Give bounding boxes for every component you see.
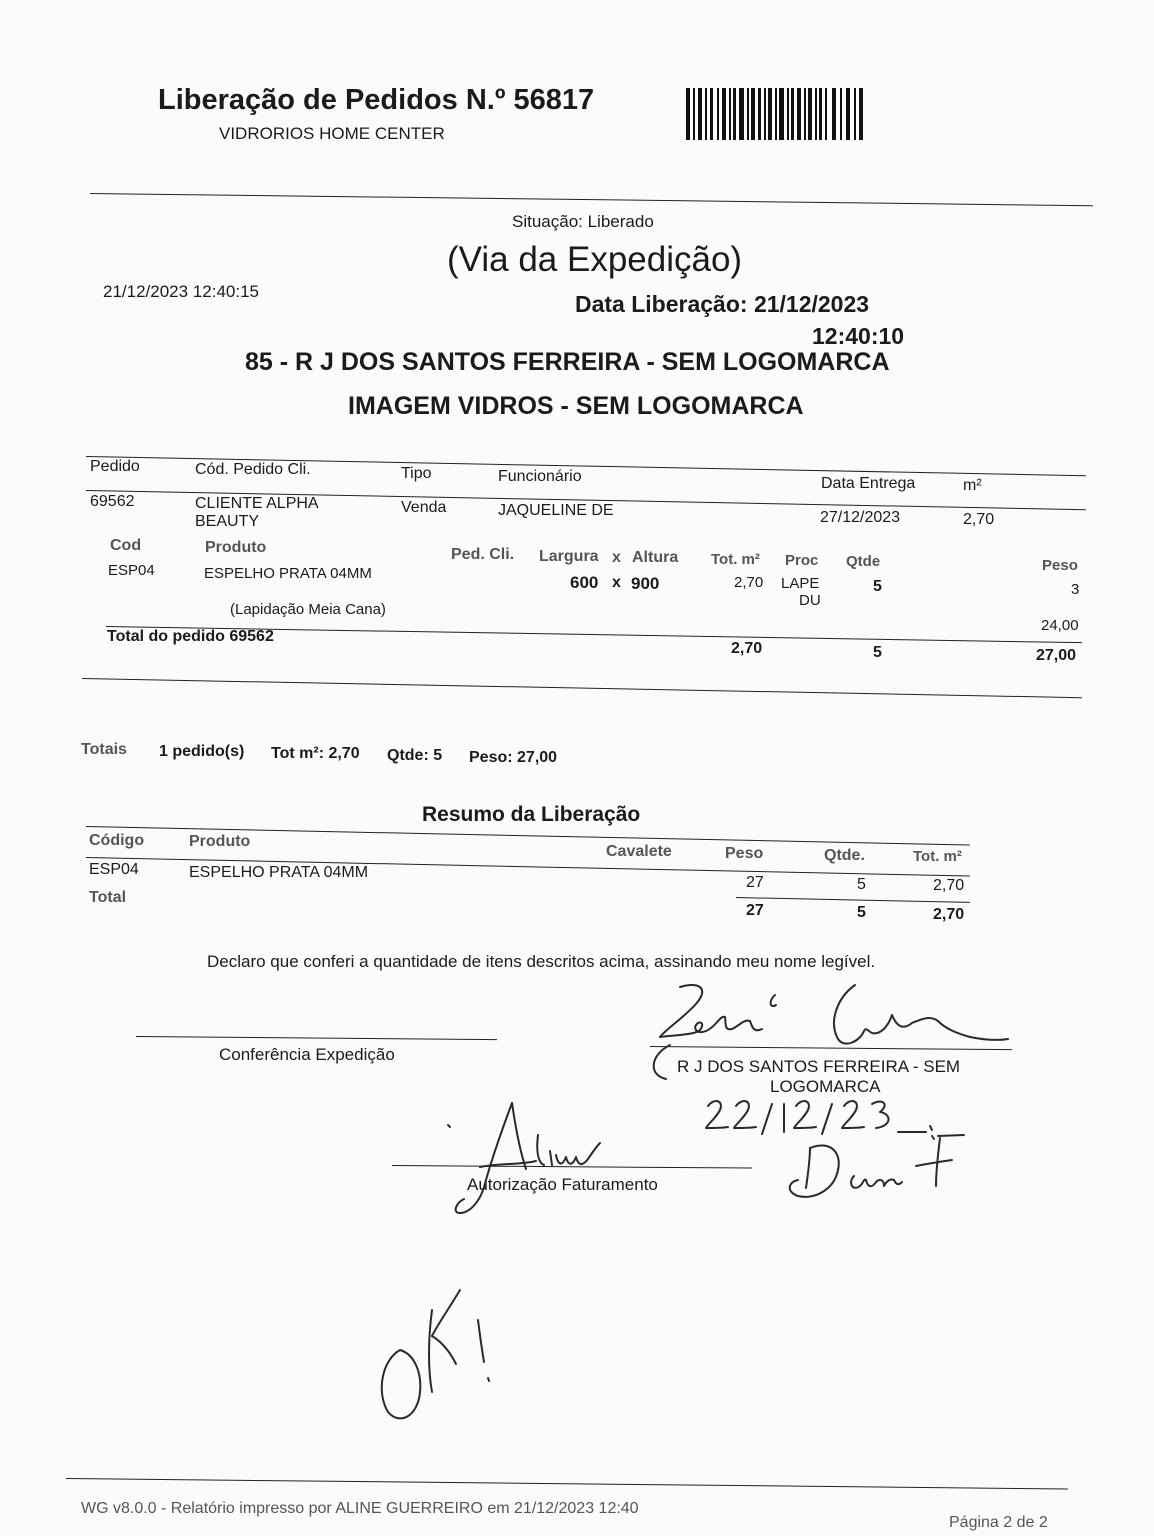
client-order-code-line2: BEAUTY: [195, 513, 260, 530]
summary-header-tot-m2: Tot. m²: [913, 848, 962, 865]
summary-total-label: Total: [89, 889, 127, 906]
header-divider: [90, 193, 1093, 206]
client-handwritten-signature: [640, 975, 1020, 1085]
item-header-x: x: [612, 549, 621, 566]
totals-weight: Peso: 27,00: [469, 749, 558, 766]
summary-title: Resumo da Liberação: [422, 803, 641, 826]
item-height: 900: [631, 574, 660, 593]
summary-header-cavalete: Cavalete: [606, 843, 672, 860]
report-title: Liberação de Pedidos N.º 56817: [158, 84, 595, 116]
item-tot-m2: 2,70: [734, 574, 764, 591]
order-type: Venda: [401, 499, 447, 516]
item-header-largura: Largura: [539, 548, 599, 565]
summary-header-peso: Peso: [725, 845, 764, 862]
totals-m2: Tot m²: 2,70: [271, 745, 360, 762]
delivery-date: 27/12/2023: [820, 509, 901, 526]
item-header-ped-cli: Ped. Cli.: [451, 546, 515, 563]
item-note: (Lapidação Meia Cana): [230, 601, 386, 618]
order-table-bottom-rule: [82, 678, 1082, 698]
item-dimension-x: x: [612, 574, 621, 591]
col-header-pedido: Pedido: [90, 458, 140, 475]
summary-header-produto: Produto: [189, 833, 251, 850]
col-header-tipo: Tipo: [401, 465, 432, 482]
summary-weight: 27: [746, 874, 764, 891]
copy-type: (Via da Expedição): [447, 240, 743, 279]
item-qty: 5: [873, 578, 882, 595]
client-name: 85 - R J DOS SANTOS FERREIRA - SEM LOGOMARCA: [245, 348, 890, 376]
item-width: 600: [570, 573, 599, 592]
summary-product: ESPELHO PRATA 04MM: [189, 864, 369, 881]
summary-total-weight: 27: [746, 902, 764, 919]
autorizacao-handwritten-signature: [440, 1095, 640, 1220]
order-m2: 2,70: [963, 511, 995, 528]
summary-total-m2: 2,70: [933, 906, 965, 923]
footer-printed-by: WG v8.0.0 - Relatório impresso por ALINE GUERREIRO em 21/12/2023 12:40: [81, 1500, 639, 1517]
conferencia-signature-line: [136, 1036, 497, 1040]
col-header-data-entrega: Data Entrega: [821, 475, 916, 492]
totals-orders: 1 pedido(s): [159, 743, 245, 760]
employee-name: JAQUELINE DE: [498, 502, 614, 519]
col-header-funcionario: Funcionário: [498, 468, 582, 485]
item-header-qtde: Qtde: [846, 553, 881, 570]
ok-handwritten-mark: [370, 1280, 510, 1430]
conferencia-label: Conferência Expedição: [219, 1045, 395, 1064]
release-time: 12:40:10: [812, 323, 905, 349]
summary-total-rule: [736, 897, 970, 903]
order-total-qty: 5: [873, 644, 882, 661]
autorizacao-label: Autorização Faturamento: [467, 1175, 658, 1194]
item-proc: LAPE: [781, 575, 820, 592]
company-name: VIDRORIOS HOME CENTER: [219, 124, 445, 143]
item-proc-line2: DU: [799, 592, 821, 609]
item-header-altura: Altura: [632, 549, 679, 566]
item-product: ESPELHO PRATA 04MM: [204, 565, 372, 582]
item-header-proc: Proc: [785, 552, 819, 569]
summary-qty: 5: [857, 876, 866, 893]
totals-label: Totais: [81, 741, 127, 758]
summary-code: ESP04: [89, 861, 139, 878]
summary-header-codigo: Código: [89, 832, 145, 849]
status-label: Situação: Liberado: [512, 212, 654, 231]
col-header-cod-pedido-cli: Cód. Pedido Cli.: [195, 461, 311, 478]
summary-tot-m2: 2,70: [933, 877, 965, 894]
item-weight-subtotal: 24,00: [1041, 617, 1079, 634]
order-total-weight: 27,00: [1036, 647, 1077, 664]
order-total-m2: 2,70: [731, 640, 763, 657]
client-order-code: CLIENTE ALPHA: [195, 495, 319, 512]
declaration-text: Declaro que conferi a quantidade de itens descritos acima, assinando meu nome legível.: [207, 952, 876, 971]
dani-handwritten-initials: [780, 1130, 960, 1210]
release-date: Data Liberação: 21/12/2023: [575, 291, 870, 317]
item-header-cod: Cod: [110, 537, 142, 554]
item-header-produto: Produto: [205, 539, 267, 556]
totals-qty: Qtde: 5: [387, 747, 443, 764]
footer-page-number: Página 2 de 2: [949, 1514, 1048, 1531]
footer-rule: [66, 1478, 1068, 1489]
col-header-m2: m²: [963, 477, 982, 494]
printed-timestamp: 21/12/2023 12:40:15: [103, 282, 259, 301]
order-total-label: Total do pedido 69562: [107, 628, 274, 645]
item-weight: 3: [1071, 581, 1080, 598]
barcode: [686, 88, 866, 140]
item-header-tot-m2: Tot. m²: [711, 551, 760, 568]
item-code: ESP04: [108, 562, 155, 579]
client-signature-name-line2: LOGOMARCA: [770, 1077, 881, 1096]
summary-total-qty: 5: [857, 904, 866, 921]
client-subtitle: IMAGEM VIDROS - SEM LOGOMARCA: [348, 392, 804, 420]
order-number: 69562: [90, 493, 135, 510]
item-header-peso: Peso: [1042, 557, 1078, 574]
summary-header-qtde: Qtde.: [824, 847, 865, 864]
client-signature-name: R J DOS SANTOS FERREIRA - SEM: [677, 1057, 961, 1076]
